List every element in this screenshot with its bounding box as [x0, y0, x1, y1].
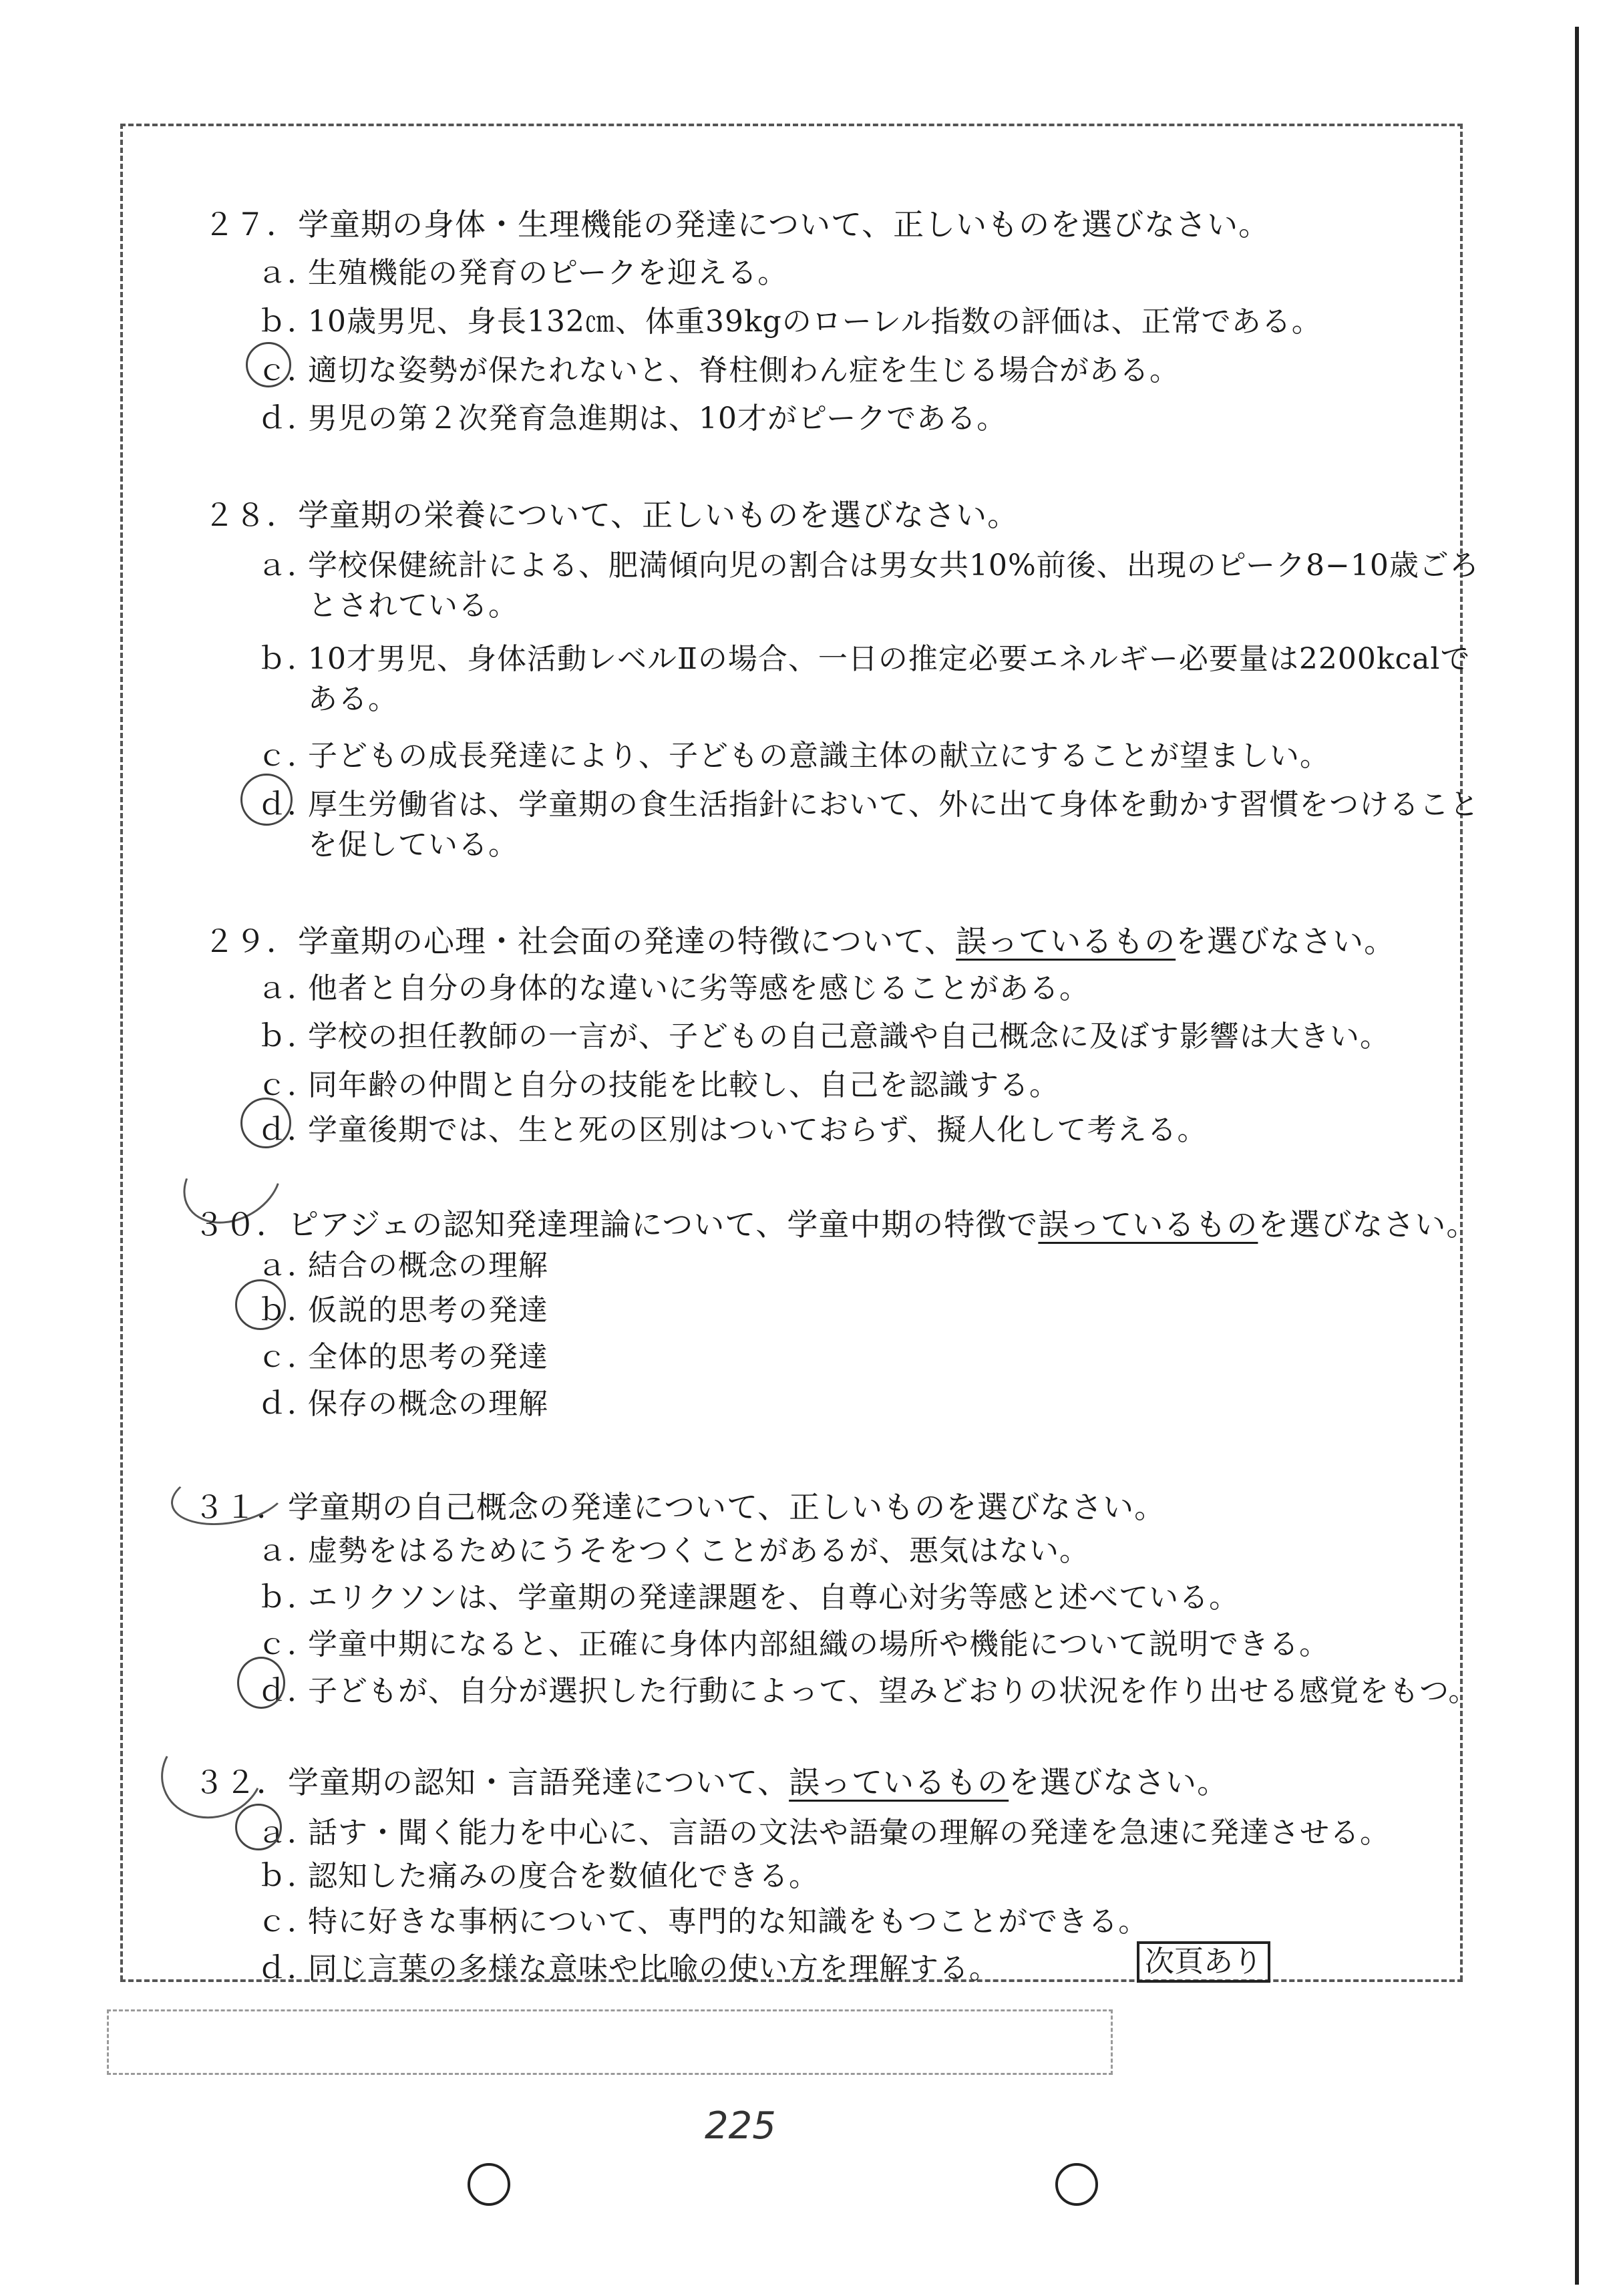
frame-top-border — [120, 124, 1463, 126]
frame-left-border — [120, 124, 123, 1981]
option-c: ｃ．全体的思考の発達 — [257, 1340, 548, 1374]
option-d: ｄ．保存の概念の理解 — [257, 1387, 548, 1421]
question-stem: ３１．学童期の自己概念の発達について、正しいものを選びなさい。 — [194, 1489, 1166, 1525]
question-stem: ２８．学童期の栄養について、正しいものを選びなさい。 — [204, 497, 1019, 533]
option-b: ｂ．エリクソンは、学童期の発達課題を、自尊心対劣等感と述べている。 — [257, 1581, 1240, 1615]
answer-circle-mark — [235, 1279, 286, 1330]
option-b-continuation: ある。 — [308, 682, 398, 716]
option-a: ａ．学校保健統計による、肥満傾向児の割合は男女共10%前後、出現のピーク8−10歳ごろ — [257, 548, 1479, 583]
option-d-continuation: を促している。 — [308, 828, 518, 862]
option-a: ａ．生殖機能の発育のピークを迎える。 — [257, 256, 788, 290]
punch-hole-left — [468, 2163, 510, 2206]
page-number: 225 — [705, 2104, 776, 2148]
option-a: ａ．結合の概念の理解 — [257, 1249, 548, 1283]
option-a: ａ．虚勢をはるためにうそをつくことがあるが、悪気はない。 — [257, 1534, 1089, 1568]
option-d: ｄ．厚生労働省は、学童期の食生活指針において、外に出て身体を動かす習慣をつけること — [257, 788, 1480, 822]
option-c: ｃ．子どもの成長発達により、子どもの意識主体の献立にすることが望ましい。 — [257, 739, 1330, 773]
option-c: ｃ．学童中期になると、正確に身体内部組織の場所や機能について説明できる。 — [257, 1627, 1330, 1661]
option-b: ｂ．仮説的思考の発達 — [257, 1293, 548, 1327]
footer-faint-box — [107, 2009, 1113, 2075]
question-stem: ２７．学童期の身体・生理機能の発達について、正しいものを選びなさい。 — [204, 206, 1270, 242]
option-d: ｄ．子どもが、自分が選択した行動によって、望みどおりの状況を作り出せる感覚をもつ。 — [257, 1674, 1479, 1708]
question-stem: ２９．学童期の心理・社会面の発達の特徴について、誤っているものを選びなさい。 — [204, 923, 1396, 959]
option-b: ｂ．10才男児、身体活動レベルⅡの場合、一日の推定必要エネルギー必要量は2200kcalで — [257, 642, 1471, 676]
option-b: ｂ．10歳男児、身長132㎝、体重39kgのローレル指数の評価は、正常である。 — [257, 305, 1322, 339]
option-b: ｂ．認知した痛みの度合を数値化できる。 — [257, 1859, 819, 1893]
answer-circle-mark — [246, 342, 291, 387]
page-edge-line — [1575, 27, 1579, 2285]
punch-hole-right — [1055, 2163, 1098, 2206]
option-a: ａ．話す・聞く能力を中心に、言語の文法や語彙の理解の発達を急速に発達させる。 — [257, 1816, 1390, 1850]
answer-circle-mark — [237, 1657, 285, 1709]
option-a: ａ．他者と自分の身体的な違いに劣等感を感じることがある。 — [257, 971, 1089, 1005]
option-c: ｃ．特に好きな事柄について、専門的な知識をもつことができる。 — [257, 1905, 1149, 1939]
next-page-label: 次頁あり — [1137, 1941, 1270, 1983]
option-a-continuation: とされている。 — [308, 589, 518, 623]
option-b: ｂ．学校の担任教師の一言が、子どもの自己意識や自己概念に及ぼす影響は大きい。 — [257, 1019, 1390, 1053]
question-stem: ３０．ピアジェの認知発達理論について、学童中期の特徴で誤っているものを選びなさい。 — [194, 1206, 1478, 1243]
option-d: ｄ．男児の第２次発育急進期は、10才がピークである。 — [257, 401, 1007, 436]
answer-circle-mark — [235, 1804, 282, 1850]
option-d: ｄ．学童後期では、生と死の区別はついておらず、擬人化して考える。 — [257, 1113, 1208, 1147]
question-stem: ３２．学童期の認知・言語発達について、誤っているものを選びなさい。 — [194, 1764, 1229, 1800]
answer-circle-mark — [240, 774, 293, 826]
option-c: ｃ．適切な姿勢が保たれないと、脊柱側わん症を生じる場合がある。 — [257, 353, 1180, 387]
option-d: ｄ．同じ言葉の多様な意味や比喩の使い方を理解する。 — [257, 1951, 999, 1985]
option-c: ｃ．同年齢の仲間と自分の技能を比較し、自己を認識する。 — [257, 1068, 1059, 1102]
